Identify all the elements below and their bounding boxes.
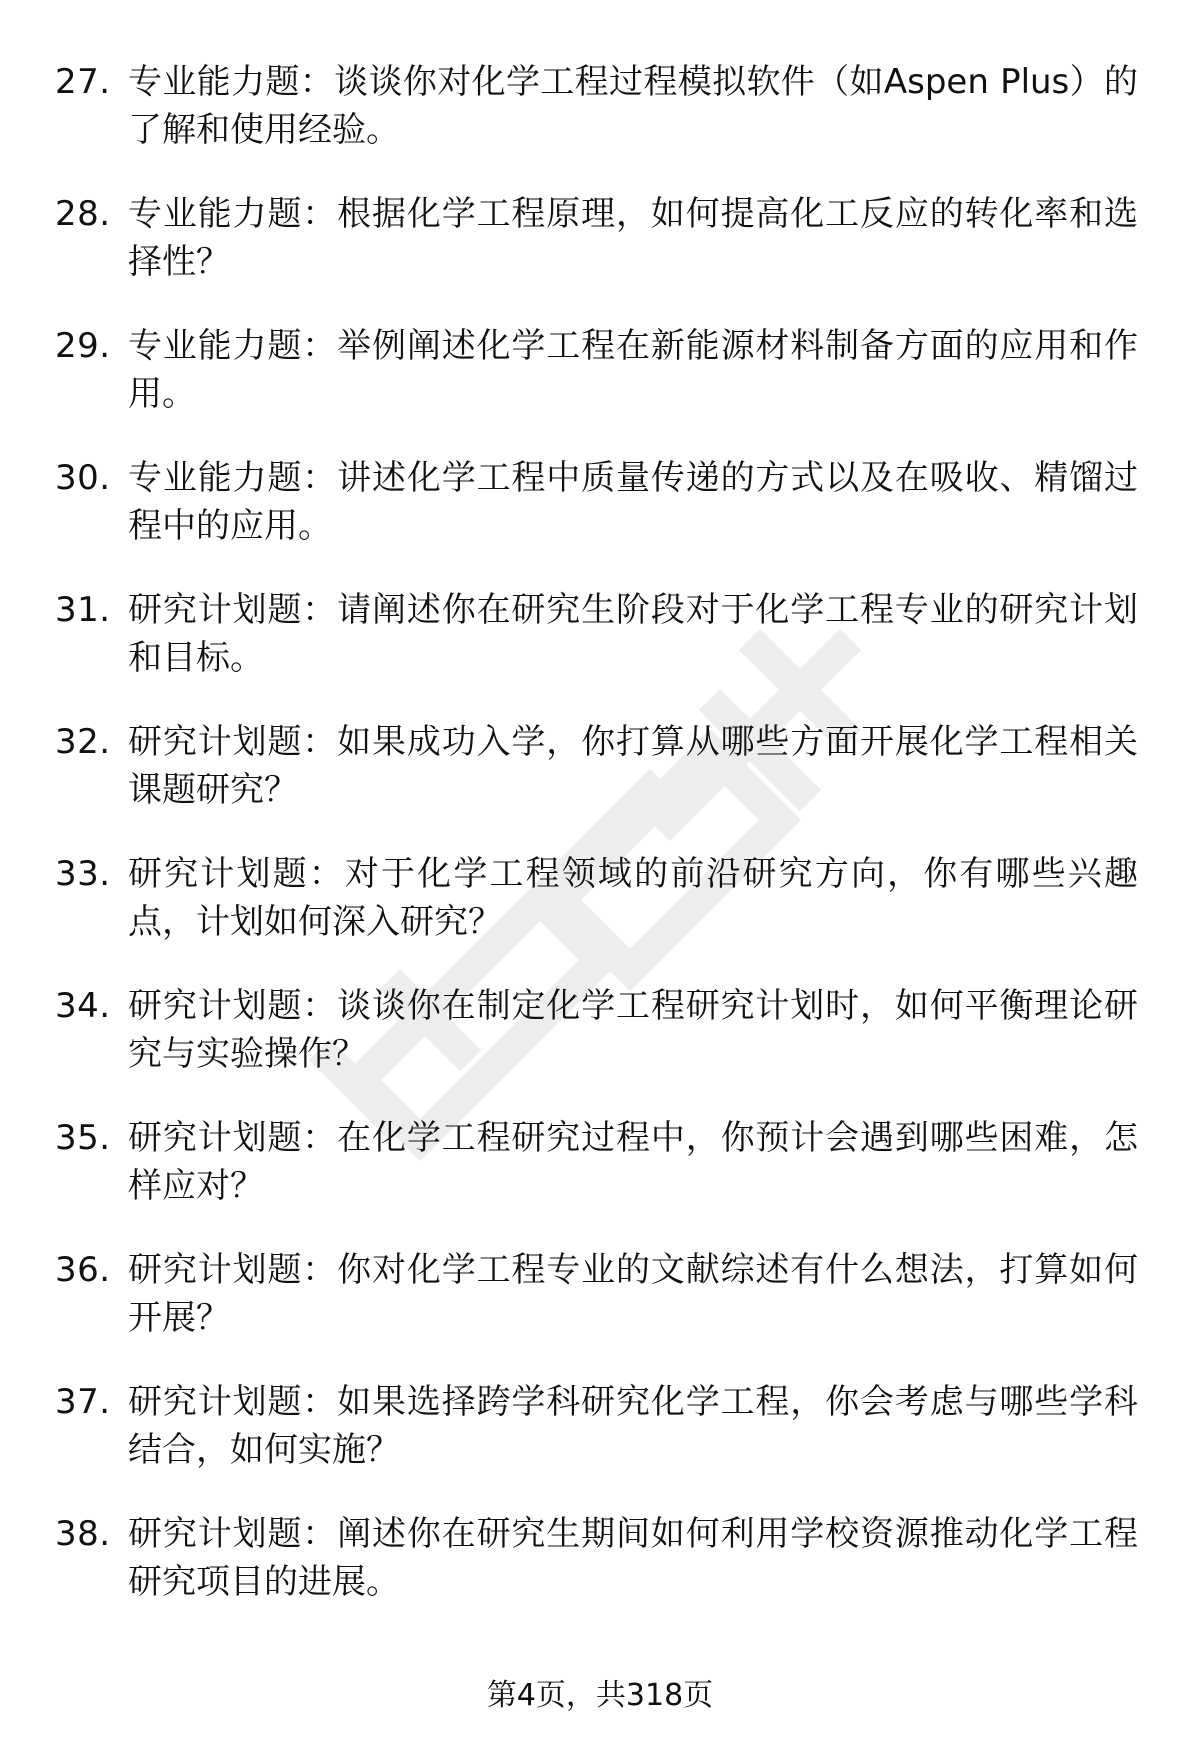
question-item xyxy=(0,586,1200,718)
question-item xyxy=(0,190,1200,322)
question-item xyxy=(0,850,1200,982)
page-footer: 第4页，共318页 xyxy=(486,1678,714,1713)
question-item xyxy=(0,1510,1200,1642)
question-list xyxy=(0,58,1200,1642)
question-item xyxy=(0,322,1200,454)
question-number: 34. xyxy=(55,986,111,1026)
question-number: 31. xyxy=(55,590,111,630)
question-number: 33. xyxy=(55,854,111,894)
question-number: 29. xyxy=(55,326,111,366)
question-number: 35. xyxy=(55,1118,111,1158)
question-text: 专业能力题：举例阐述化学工程在新能源材料制备方面的应用和作用。 xyxy=(128,326,1138,414)
question-text: 研究计划题：如果选择跨学科研究化学工程，你会考虑与哪些学科结合，如何实施？ xyxy=(128,1382,1138,1470)
question-text: 专业能力题：谈谈你对化学工程过程模拟软件（如Aspen Plus）的了解和使用经验。 xyxy=(128,62,1138,150)
question-item xyxy=(0,454,1200,586)
question-number: 27. xyxy=(55,62,111,102)
question-text: 专业能力题：根据化学工程原理，如何提高化工反应的转化率和选择性？ xyxy=(128,194,1138,282)
question-text: 研究计划题：请阐述你在研究生阶段对于化学工程专业的研究计划和目标。 xyxy=(128,590,1138,678)
question-text: 研究计划题：如果成功入学，你打算从哪些方面开展化学工程相关课题研究？ xyxy=(128,722,1138,810)
question-text: 研究计划题：阐述你在研究生期间如何利用学校资源推动化学工程研究项目的进展。 xyxy=(128,1514,1138,1602)
question-item xyxy=(0,1114,1200,1246)
question-text: 研究计划题：你对化学工程专业的文献综述有什么想法，打算如何开展？ xyxy=(128,1250,1138,1338)
question-item xyxy=(0,718,1200,850)
question-number: 36. xyxy=(55,1250,111,1290)
question-item xyxy=(0,982,1200,1114)
question-item xyxy=(0,58,1200,190)
question-number: 38. xyxy=(55,1514,111,1554)
question-item xyxy=(0,1246,1200,1378)
question-text: 研究计划题：在化学工程研究过程中，你预计会遇到哪些困难，怎样应对？ xyxy=(128,1118,1138,1206)
question-text: 研究计划题：谈谈你在制定化学工程研究计划时，如何平衡理论研究与实验操作？ xyxy=(128,986,1138,1074)
question-number: 32. xyxy=(55,722,111,762)
question-number: 28. xyxy=(55,194,111,234)
question-text: 研究计划题：对于化学工程领域的前沿研究方向，你有哪些兴趣点，计划如何深入研究？ xyxy=(128,854,1138,942)
question-text: 专业能力题：讲述化学工程中质量传递的方式以及在吸收、精馏过程中的应用。 xyxy=(128,458,1138,546)
question-number: 30. xyxy=(55,458,111,498)
question-item xyxy=(0,1378,1200,1510)
question-number: 37. xyxy=(55,1382,111,1422)
